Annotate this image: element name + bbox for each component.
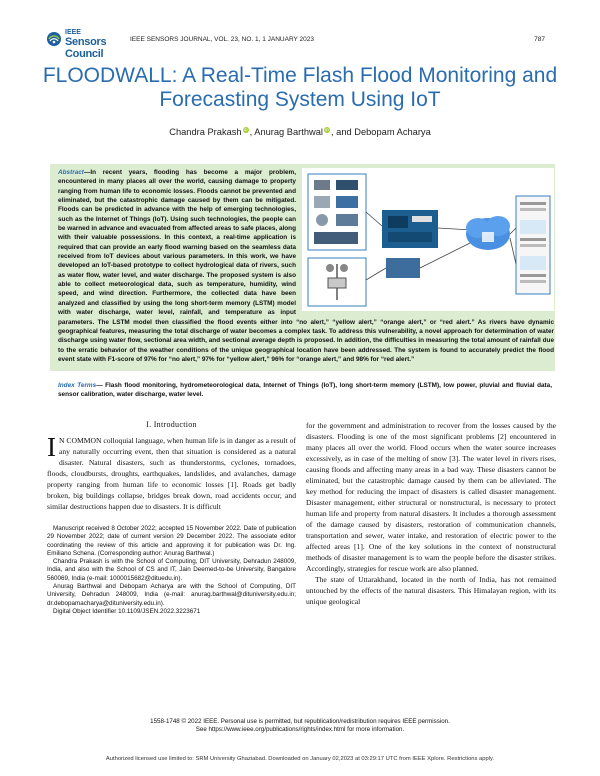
author-name: Debopam Acharya	[354, 127, 431, 137]
copyright-line-2: See https://www.ieee.org/publications/rights/index.html for more information.	[195, 726, 405, 733]
right-column	[306, 420, 556, 607]
copyright-notice	[0, 718, 600, 734]
intro-text-col1: N COMMON colloquial language, when human life is in danger as a result of any naturally occurring event, then that situation is considered as a natural disaster. Natural disasters, such as thunderstorms, cyclones, tornadoes, floods, cloudbursts, droughts, earthquakes, landslides, and avalanches, damage property ranging from human life to economic losses [1]. Roads get badly broken, big buildings collapse, bridges break down, road accidents occur, and similar destructions happen due to disasters. It is difficult	[47, 436, 296, 511]
abstract-heading: Abstract	[58, 169, 84, 176]
page-number: 787	[534, 36, 545, 43]
intro-text-col2-para2: The state of Uttarakhand, located in the north of India, has not remained untouched by the effects of the natural disasters. This Himalayan region, with its unique geological	[306, 575, 556, 606]
intro-paragraph	[47, 432, 296, 512]
intro-text-col2-para1: for the government and administration to recover from the losses caused by the disasters. Flooding is one of the most significant problems [2] encountered in many places all over the world. Flood occurs when the water source increases excessively, as in case of the melting of snow [3]. The water level in rivers rises, causing floods and affecting many areas in a bad way. These disasters cannot be eliminated, but the catastrophic damage caused by them can be alleviated. The key method for reducing the impact of disasters is called disaster management. Disaster management, either structural or nonstructural, is necessary to protect human life and property from natural disasters. It includes a thorough assessment of the damage caused by disasters, restoration of communication channels, transportation and sewer, water intake, and restoration of electric power to the affected areas [1]. One of the key solutions in the context of nonstructural methods of disaster management is to warn the people before the disaster strikes. Accordingly, strategies for rescue work are also planned.	[306, 421, 556, 573]
system-architecture-diagram	[302, 168, 554, 311]
section-heading: I. Introduction	[146, 420, 197, 429]
index-terms-heading: Index Terms	[58, 382, 97, 389]
copyright-line-1: 1558-1748 © 2022 IEEE. Personal use is permitted, but republication/redistribution requires IEEE permission.	[150, 718, 450, 725]
drop-cap: I	[47, 432, 56, 462]
author-list: Chandra Prakash iD , Anurag Barthwal iD , and Debopam Acharya	[169, 127, 431, 137]
author-name: Anurag Barthwal	[254, 127, 323, 137]
sensors-council-icon	[46, 31, 62, 47]
orcid-icon[interactable]: iD	[243, 127, 248, 132]
page-header	[46, 29, 545, 60]
abstract	[58, 168, 554, 364]
footnote-manuscript: Manuscript received 8 October 2022; accepted 15 November 2022. Date of publication 29 November 2022; date of current version 29 December 2022. The associate editor coordinating the review of this article and approving it for publication was Dr. Ing. Emiliano Schena. (Corresponding author: Anurag Barthwal.)	[47, 525, 296, 557]
logo-sensors-council-text: Sensors Council	[65, 36, 107, 60]
license-notice: Authorized licensed use limited to: SRM University Ghaziabad. Downloaded on January 02,2023 at 03:29:17 UTC from IEEE Xplore. Restrictions apply.	[105, 756, 495, 762]
paper-title: FLOODWALL: A Real-Time Flash Flood Monitoring and Forecasting System Using IoT	[42, 64, 558, 111]
graphical-abstract-figure	[302, 168, 554, 311]
orcid-icon[interactable]: iD	[325, 127, 329, 132]
footnote-doi: Digital Object Identifier 10.1109/JSEN.2022.3223671	[53, 607, 201, 615]
index-terms-text: — Flash flood monitoring, hydrometeorological data, Internet of Things (IoT), long short-term memory (LSTM), low power, pluvial and fluvial data, sensor calibration, water discharge, water level.	[58, 382, 552, 399]
left-column	[47, 420, 296, 616]
index-terms	[58, 381, 552, 399]
footnotes	[47, 525, 296, 616]
author-name: Chandra Prakash	[169, 127, 242, 137]
abstract-text: —In recent years, flooding has become a major problem, encountered in many places all over the world, causing damage to property ranging from human life to economic losses. Floods cannot be prevented and eliminated, but the catastrophic damage caused by them can be mitigated. Floods can be predicted in advance with the help of emerging technologies, such as the Internet of Things (IoT). Using such technologies, the people can be warned in advance and evacuated from affected areas to safe places, along with their valuable possessions. In this context, a real-time application is required that can provide an early flood warning based on the seamless data received from IoT devices about various parameters. In this work, we have developed an IoT-based prototype to collect hydrological data of rivers, such as water flow, water level, and water discharge. The proposed system is also able to collect meteorological data, such as temperature, humidity, wind speed, and wind direction. Furthermore, the collected data have been analyzed and classified by using the long short-term memory (LSTM) model with water discharge, water level, rainfall, and temperature as input parameters. The LSTM model then classified the flood events either into “no alert,” “yellow alert,” “orange alert,” or “red alert.” As rivers have dynamic geographical features, measuring the total discharge of water becomes a complex task. To address this vulnerability, a novel approach for determination of water discharge using water flow, sectional area width, and sectional average depth is proposed. In addition, the difficulties in measuring the total amount of rainfall due to the erratic behavior of the weather conditions of the unique geographical location have been addressed. The system is found to accurately predict the flood event state with F1-score of 97% for “no alert,” 97% for “yellow alert,” 96% for “orange alert,” and 98% for “red alert.”	[58, 169, 554, 363]
author-separator: , and	[330, 127, 355, 137]
journal-reference: IEEE SENSORS JOURNAL, VOL. 23, NO. 1, 1 JANUARY 2023	[130, 36, 314, 43]
logo-ieee-text: IEEE	[65, 29, 81, 36]
footnote-affiliation-2: Anurag Barthwal and Debopam Acharya are with the School of Computing, DIT University, Dehradun 248009, India (e-mail: anurag.barthwal@dituniversity.edu.in; dr.debopamacharya@dituniversity.edu.in).	[47, 583, 296, 607]
abstract-box	[50, 164, 555, 371]
footnote-affiliation-1: Chandra Prakash is with the School of Computing, DIT University, Dehradun 248009, India, and also with the School of CS and IT, Jain Deemed-to-be University, Bangalore 560069, India (e-mail: 1000015682@dituedu.in).	[47, 558, 296, 582]
